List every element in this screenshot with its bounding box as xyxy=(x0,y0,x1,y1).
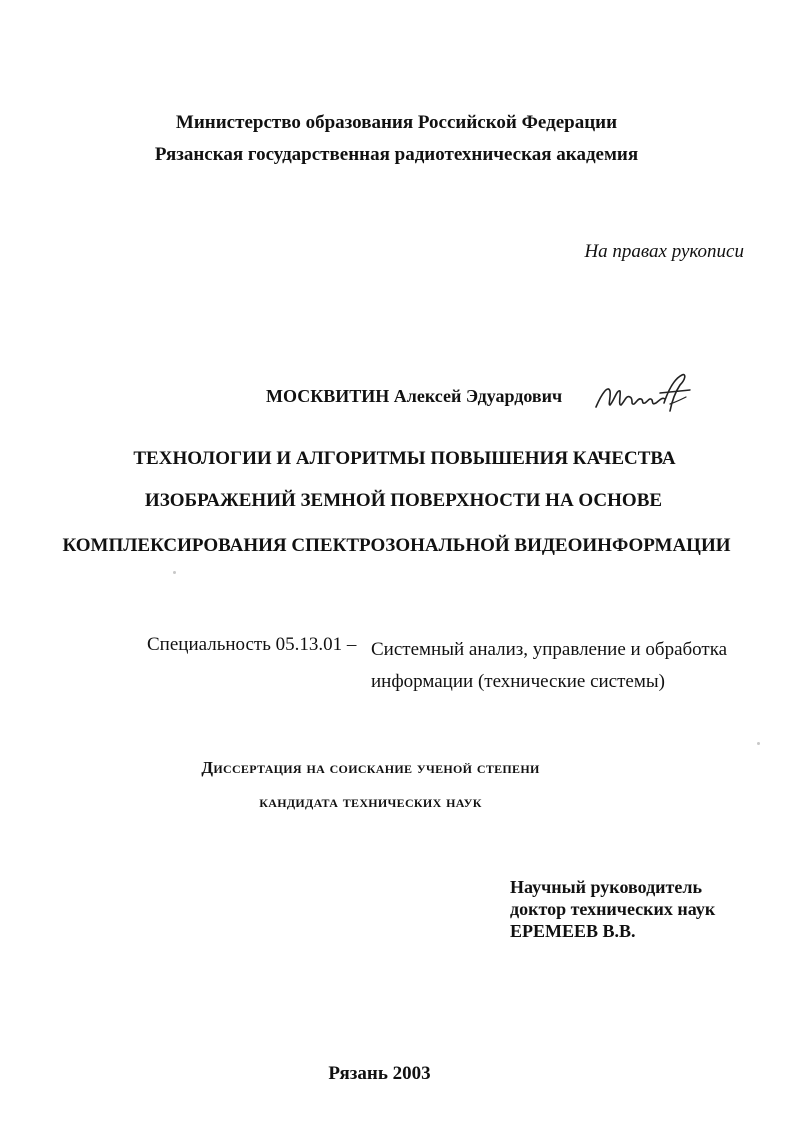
author-surname: МОСКВИТИН xyxy=(266,386,390,406)
advisor-name: ЕРЕМЕЕВ В.В. xyxy=(510,921,636,941)
city-and-year: Рязань 2003 xyxy=(328,1063,431,1084)
author-line xyxy=(266,386,562,407)
scientific-advisor xyxy=(510,876,715,942)
dissertation-degree-line-1: Диссертация на соискание ученой степени xyxy=(201,758,540,777)
dissertation-degree-line-2: кандидата технических наук xyxy=(259,792,482,811)
advisor-role: Научный руководитель xyxy=(510,877,702,897)
advisor-degree: доктор технических наук xyxy=(510,899,716,919)
dissertation-title-line-3: КОМПЛЕКСИРОВАНИЯ СПЕКТРОЗОНАЛЬНОЙ ВИДЕОИНФОРМАЦИИ xyxy=(62,535,731,556)
author-given-names: Алексей Эдуардович xyxy=(393,386,563,406)
scan-speck xyxy=(173,571,176,574)
author-signature xyxy=(590,371,700,417)
scan-speck xyxy=(757,742,760,745)
academy-heading: Рязанская государственная радиотехническая академия xyxy=(154,144,639,165)
specialty-description: Системный анализ, управление и обработка информации (технические системы) xyxy=(371,639,728,692)
dissertation-title-line-2: ИЗОБРАЖЕНИЙ ЗЕМНОЙ ПОВЕРХНОСТИ НА ОСНОВЕ xyxy=(144,490,663,511)
manuscript-rights-note: На правах рукописи xyxy=(584,241,744,262)
dissertation-title-line-1: ТЕХНОЛОГИИ И АЛГОРИТМЫ ПОВЫШЕНИЯ КАЧЕСТВА xyxy=(133,448,676,469)
specialty-code: Специальность 05.13.01 – xyxy=(147,634,357,655)
ministry-heading: Министерство образования Российской Федерации xyxy=(175,112,618,133)
